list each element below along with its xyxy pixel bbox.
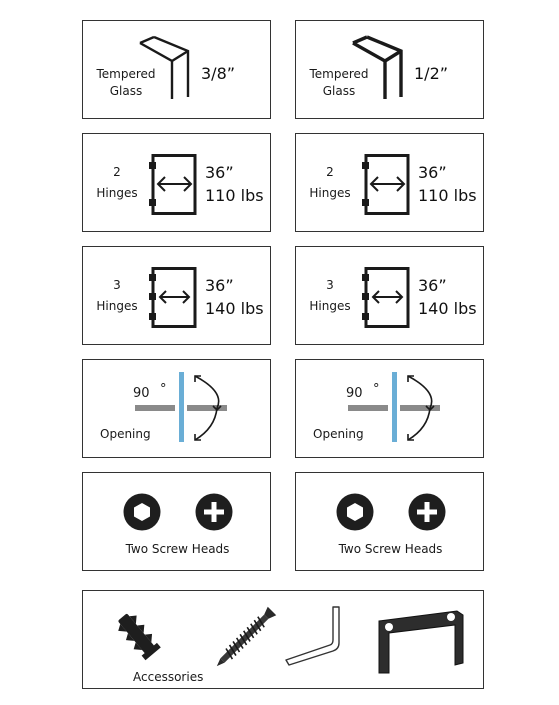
screw-heads-label: Two Screw Heads — [125, 542, 230, 556]
screw-heads-label: Two Screw Heads — [338, 542, 443, 556]
glass-thickness: 1/2” — [414, 64, 449, 83]
opening-card-left — [82, 359, 271, 458]
glass-edge-icon — [138, 37, 198, 102]
hinge-count: 3 — [326, 278, 334, 292]
opening-angle: 90 — [133, 386, 150, 401]
glass-label-line1: Tempered — [96, 67, 156, 81]
glass-edge-icon — [351, 37, 411, 102]
glass-label-line2: Glass — [322, 84, 356, 98]
hinge-count-label — [95, 164, 139, 202]
door-two-hinges-icon — [362, 154, 412, 216]
door-two-hinges-icon — [149, 154, 199, 216]
screw-heads-card-right — [295, 472, 484, 571]
hinge-count: 3 — [113, 278, 121, 292]
hex-key-icon — [281, 605, 351, 670]
hex-screw-head-icon — [336, 493, 374, 531]
hinge-label: Hinges — [309, 299, 351, 313]
door-width: 36” — [205, 276, 234, 295]
wood-screw-icon — [208, 605, 278, 675]
door-width: 36” — [418, 163, 447, 182]
glass-card-right — [295, 20, 484, 119]
door-weight: 140 lbs — [418, 299, 477, 318]
hinge-count-label — [95, 277, 139, 315]
wall-anchor-icon — [113, 609, 165, 664]
three-hinges-card-left — [82, 246, 271, 345]
hinge-label: Hinges — [309, 186, 351, 200]
hinge-label: Hinges — [96, 299, 138, 313]
two-hinges-card-right — [295, 133, 484, 232]
degree-symbol: ° — [373, 382, 380, 397]
hex-screw-head-icon — [123, 493, 161, 531]
door-three-hinges-icon — [149, 267, 199, 329]
degree-symbol: ° — [160, 382, 167, 397]
hinge-count: 2 — [326, 165, 334, 179]
screw-heads-card-left — [82, 472, 271, 571]
door-width: 36” — [205, 163, 234, 182]
opening-angle: 90 — [346, 386, 363, 401]
door-weight: 140 lbs — [205, 299, 264, 318]
phillips-screw-head-icon — [195, 493, 233, 531]
glass-thickness: 3/8” — [201, 64, 236, 83]
opening-label: Opening — [313, 427, 364, 441]
hinge-count-label — [308, 164, 352, 202]
opening-card-right — [295, 359, 484, 458]
door-width: 36” — [418, 276, 447, 295]
opening-label: Opening — [100, 427, 151, 441]
accessories-label: Accessories — [133, 670, 204, 684]
door-weight: 110 lbs — [418, 186, 477, 205]
door-weight: 110 lbs — [205, 186, 264, 205]
glass-label-line2: Glass — [109, 84, 143, 98]
door-three-hinges-icon — [362, 267, 412, 329]
accessories-card — [82, 590, 484, 689]
three-hinges-card-right — [295, 246, 484, 345]
hinge-count-label — [308, 277, 352, 315]
hinge-count: 2 — [113, 165, 121, 179]
phillips-screw-head-icon — [408, 493, 446, 531]
glass-label-line1: Tempered — [309, 67, 369, 81]
door-bracket-icon — [375, 603, 465, 675]
two-hinges-card-left — [82, 133, 271, 232]
glass-card-left — [82, 20, 271, 119]
hinge-label: Hinges — [96, 186, 138, 200]
